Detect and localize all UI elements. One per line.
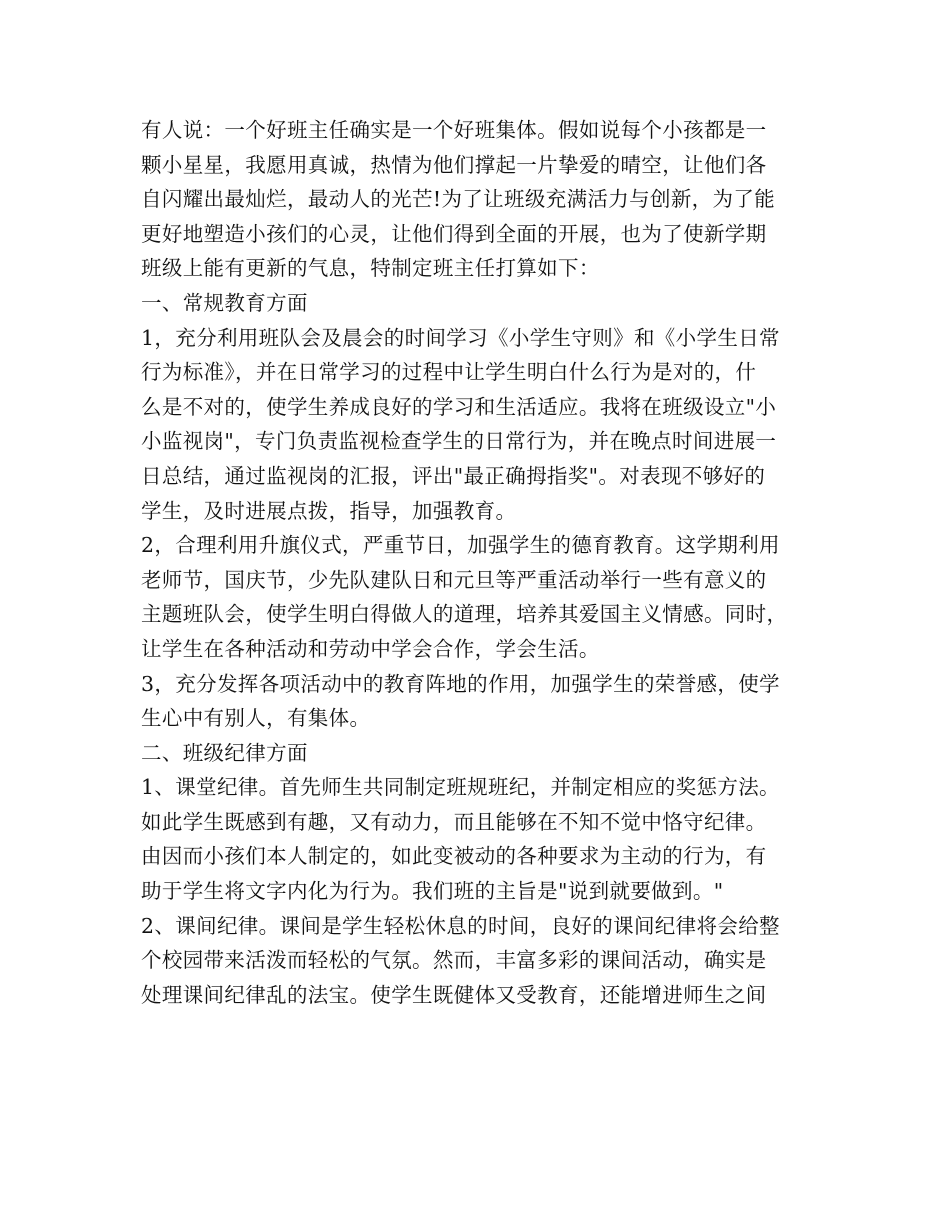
text-line: 如此学生既感到有趣，又有动力，而且能够在不知不觉中恪守纪律。 [141,809,767,834]
text-line: 让学生在各种活动和劳动中学会合作，学会生活。 [141,636,600,661]
body-text [141,113,821,1012]
text-line: 老师节，国庆节，少先队建队日和元旦等严重活动举行一些有意义的 [141,567,767,592]
text-line: 么是不对的，使学生养成良好的学习和生活适应。我将在班级设立"小 [141,394,777,419]
text-line: 个校园带来活泼而轻松的气氛。然而，丰富多彩的课间活动，确实是 [141,948,767,973]
text-line: 1，充分利用班队会及晨会的时间学习《小学生守则》和《小学生日常 [141,325,780,350]
text-line: 有人说：一个好班主任确实是一个好班集体。假如说每个小孩都是一 [141,118,767,142]
text-line: 更好地塑造小孩们的心灵，让他们得到全面的开展，也为了使新学期 [141,221,767,246]
text-line: 由因而小孩们本人制定的，如此变被动的各种要求为主动的行为，有 [141,844,767,869]
text-line: 行为标准》，并在日常学习的过程中让学生明白什么行为是对的，什 [141,360,757,385]
text-line: 颗小星星，我愿用真诚，热情为他们撑起一片挚爱的晴空，让他们各 [141,152,767,177]
text-line: 助于学生将文字内化为行为。我们班的主旨是"说到就要做到。" [141,879,724,904]
text-line: 自闪耀出最灿烂，最动人的光芒!为了让班级充满活力与创新，为了能 [141,187,776,212]
text-line: 日总结，通过监视岗的汇报，评出"最正确拇指奖"。对表现不够好的 [141,463,766,488]
text-line: 生心中有别人，有集体。 [141,706,371,731]
text-line: 2、课间纪律。课间是学生轻松休息的时间，良好的课间纪律将会给整 [141,913,780,938]
section-heading: 一、常规教育方面 [141,290,308,315]
text-line: 处理课间纪律乱的法宝。使学生既健体又受教育，还能增进师生之间 [141,982,767,1007]
text-line: 3，充分发挥各项活动中的教育阵地的作用，加强学生的荣誉感，使学 [141,671,780,696]
text-line: 学生，及时进展点拨，指导，加强教育。 [141,498,517,523]
text-line: 2，合理利用升旗仪式，严重节日，加强学生的德育教育。这学期利用 [141,533,780,558]
text-line: 小监视岗"，专门负责监视检查学生的日常行为，并在晚点时间进展一 [141,429,777,454]
text-line: 主题班队会，使学生明白得做人的道理，培养其爱国主义情感。同时， [141,602,788,627]
text-line: 班级上能有更新的气息，特制定班主任打算如下： [141,256,600,281]
section-heading: 二、班级纪律方面 [141,740,308,765]
text-line: 1、课堂纪律。首先师生共同制定班规班纪，并制定相应的奖惩方法。 [141,775,780,800]
